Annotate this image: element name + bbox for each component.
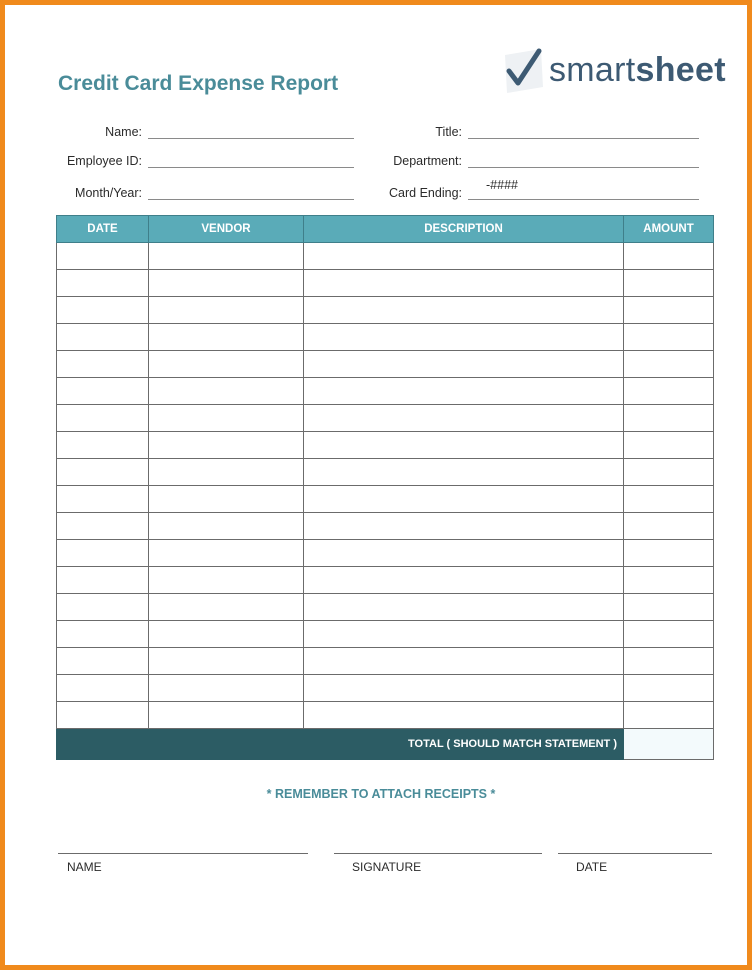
amount-cell[interactable]	[624, 297, 714, 324]
amount-cell[interactable]	[624, 432, 714, 459]
logo-text-bold: sheet	[635, 51, 726, 89]
employee-id-field[interactable]	[148, 167, 354, 168]
card-ending-label: Card Ending:	[389, 186, 462, 200]
description-cell[interactable]	[304, 324, 624, 351]
name-field[interactable]	[148, 138, 354, 139]
date-cell[interactable]	[57, 459, 149, 486]
table-row	[57, 675, 714, 702]
page-title: Credit Card Expense Report	[58, 72, 339, 95]
date-cell[interactable]	[57, 243, 149, 270]
table-row	[57, 297, 714, 324]
expense-table-body	[57, 243, 714, 760]
table-row	[57, 459, 714, 486]
table-row	[57, 405, 714, 432]
table-row	[57, 432, 714, 459]
column-header-description: DESCRIPTION	[304, 216, 624, 243]
title-field[interactable]	[468, 138, 699, 139]
expense-table	[56, 215, 714, 760]
table-row	[57, 540, 714, 567]
smartsheet-logo	[501, 47, 731, 99]
date-cell[interactable]	[57, 702, 149, 729]
vendor-cell[interactable]	[149, 594, 304, 621]
signature-line[interactable]	[334, 853, 542, 854]
month-year-field[interactable]	[148, 199, 354, 200]
vendor-cell[interactable]	[149, 378, 304, 405]
description-cell[interactable]	[304, 378, 624, 405]
vendor-cell[interactable]	[149, 243, 304, 270]
amount-cell[interactable]	[624, 621, 714, 648]
total-amount-cell[interactable]	[624, 729, 714, 760]
vendor-cell[interactable]	[149, 648, 304, 675]
table-row	[57, 594, 714, 621]
vendor-cell[interactable]	[149, 621, 304, 648]
amount-cell[interactable]	[624, 270, 714, 297]
table-row	[57, 378, 714, 405]
description-cell[interactable]	[304, 243, 624, 270]
total-label: TOTAL ( SHOULD MATCH STATEMENT )	[57, 729, 624, 760]
amount-cell[interactable]	[624, 675, 714, 702]
description-cell[interactable]	[304, 675, 624, 702]
vendor-cell[interactable]	[149, 540, 304, 567]
table-row	[57, 513, 714, 540]
description-cell[interactable]	[304, 486, 624, 513]
card-ending-value: -####	[486, 178, 518, 192]
department-field[interactable]	[468, 167, 699, 168]
table-row	[57, 486, 714, 513]
column-header-date: DATE	[57, 216, 149, 243]
date-cell[interactable]	[57, 405, 149, 432]
vendor-cell[interactable]	[149, 567, 304, 594]
date-cell[interactable]	[57, 675, 149, 702]
description-cell[interactable]	[304, 648, 624, 675]
amount-cell[interactable]	[624, 540, 714, 567]
date-cell[interactable]	[57, 324, 149, 351]
logo-wordmark	[549, 51, 726, 90]
date-cell[interactable]	[57, 378, 149, 405]
amount-cell[interactable]	[624, 378, 714, 405]
table-row	[57, 243, 714, 270]
vendor-cell[interactable]	[149, 405, 304, 432]
amount-cell[interactable]	[624, 594, 714, 621]
name-label: Name:	[105, 125, 142, 139]
table-row	[57, 621, 714, 648]
date-cell[interactable]	[57, 432, 149, 459]
total-row	[57, 729, 714, 760]
date-cell[interactable]	[57, 486, 149, 513]
department-label: Department:	[393, 154, 462, 168]
date-signature-label: DATE	[576, 860, 608, 874]
date-cell[interactable]	[57, 621, 149, 648]
table-row	[57, 351, 714, 378]
amount-cell[interactable]	[624, 351, 714, 378]
vendor-cell[interactable]	[149, 324, 304, 351]
amount-cell[interactable]	[624, 567, 714, 594]
employee-id-label: Employee ID:	[66, 154, 142, 168]
description-cell[interactable]	[304, 567, 624, 594]
table-row	[57, 702, 714, 729]
column-header-vendor: VENDOR	[149, 216, 304, 243]
amount-cell[interactable]	[624, 648, 714, 675]
title-label: Title:	[435, 125, 462, 139]
description-cell[interactable]	[304, 270, 624, 297]
vendor-cell[interactable]	[149, 432, 304, 459]
vendor-cell[interactable]	[149, 513, 304, 540]
amount-cell[interactable]	[624, 486, 714, 513]
date-cell[interactable]	[57, 594, 149, 621]
month-year-label: Month/Year:	[75, 186, 142, 200]
vendor-cell[interactable]	[149, 351, 304, 378]
description-cell[interactable]	[304, 297, 624, 324]
amount-cell[interactable]	[624, 459, 714, 486]
vendor-cell[interactable]	[149, 486, 304, 513]
date-cell[interactable]	[57, 351, 149, 378]
table-row	[57, 567, 714, 594]
card-ending-field[interactable]	[468, 199, 699, 200]
name-signature-label: NAME	[67, 860, 102, 874]
description-cell[interactable]	[304, 702, 624, 729]
table-row	[57, 324, 714, 351]
description-cell[interactable]	[304, 459, 624, 486]
description-cell[interactable]	[304, 594, 624, 621]
date-cell[interactable]	[57, 540, 149, 567]
date-cell[interactable]	[57, 270, 149, 297]
date-cell[interactable]	[57, 513, 149, 540]
table-header-row	[57, 216, 714, 243]
signature-label: SIGNATURE	[352, 860, 422, 874]
attach-receipts-reminder: * REMEMBER TO ATTACH RECEIPTS *	[266, 787, 496, 801]
amount-cell[interactable]	[624, 405, 714, 432]
description-cell[interactable]	[304, 405, 624, 432]
vendor-cell[interactable]	[149, 459, 304, 486]
vendor-cell[interactable]	[149, 675, 304, 702]
description-cell[interactable]	[304, 432, 624, 459]
name-signature-line[interactable]	[58, 853, 308, 854]
vendor-cell[interactable]	[149, 702, 304, 729]
description-cell[interactable]	[304, 540, 624, 567]
date-cell[interactable]	[57, 297, 149, 324]
vendor-cell[interactable]	[149, 270, 304, 297]
logo-text-light: smart	[549, 51, 636, 89]
amount-cell[interactable]	[624, 324, 714, 351]
checkmark-logo-icon	[501, 47, 547, 97]
vendor-cell[interactable]	[149, 297, 304, 324]
table-row	[57, 648, 714, 675]
table-row	[57, 270, 714, 297]
description-cell[interactable]	[304, 351, 624, 378]
amount-cell[interactable]	[624, 243, 714, 270]
amount-cell[interactable]	[624, 702, 714, 729]
amount-cell[interactable]	[624, 513, 714, 540]
column-header-amount: AMOUNT	[624, 216, 714, 243]
date-cell[interactable]	[57, 567, 149, 594]
description-cell[interactable]	[304, 513, 624, 540]
date-cell[interactable]	[57, 648, 149, 675]
date-signature-line[interactable]	[558, 853, 712, 854]
description-cell[interactable]	[304, 621, 624, 648]
